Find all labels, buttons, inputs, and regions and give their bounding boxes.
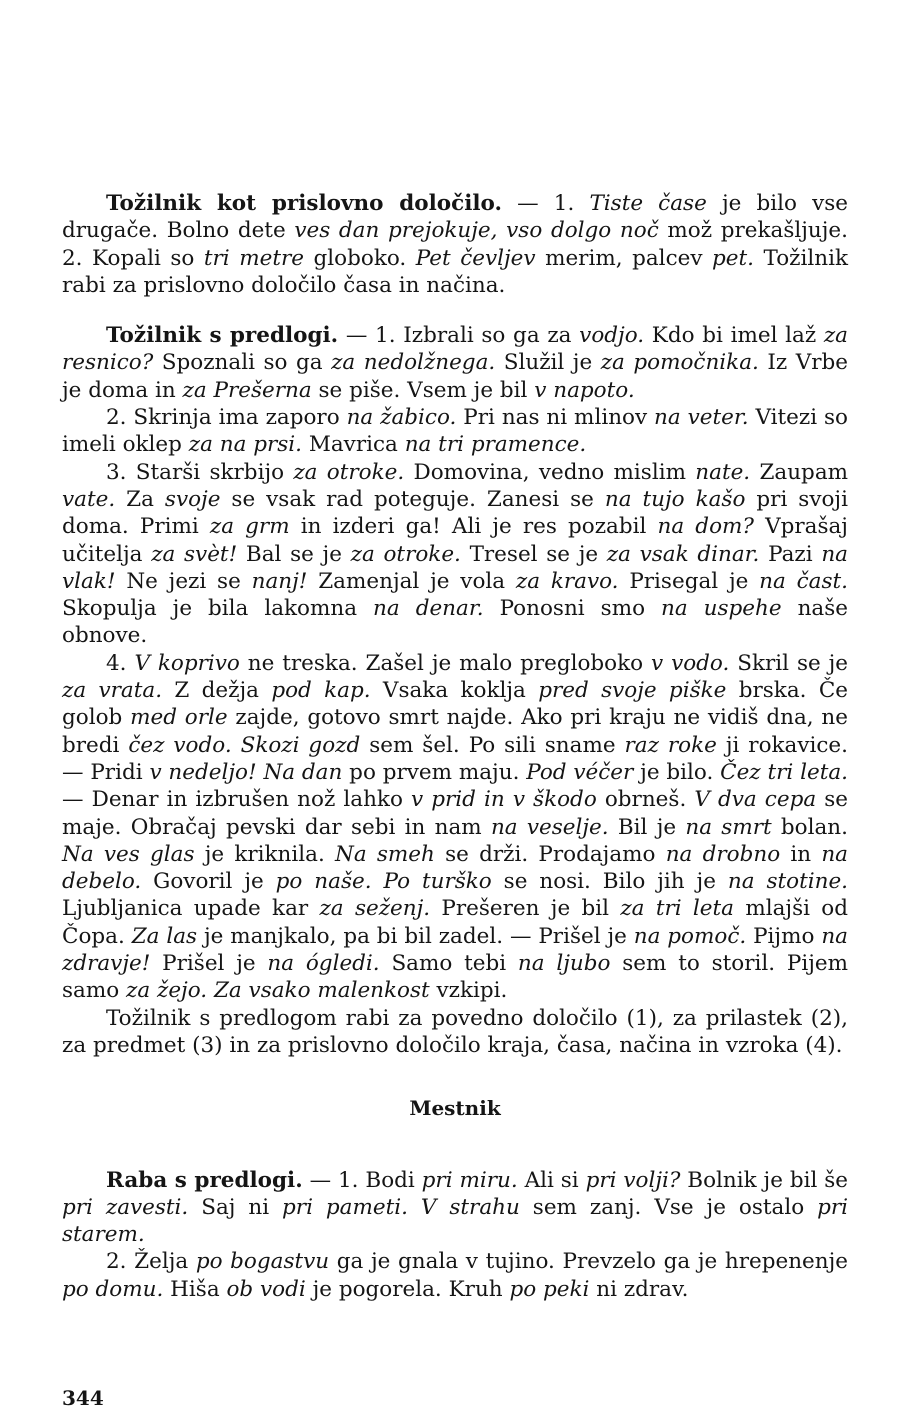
- run-italic: za otroke.: [293, 459, 405, 485]
- run-text: Z dežja: [162, 678, 272, 704]
- run-text: Domovina, vedno mislim: [404, 459, 696, 485]
- run-text: Ponosni smo: [483, 596, 662, 622]
- run-italic: na tri pramence.: [404, 432, 587, 458]
- run-italic: na ógledi.: [267, 951, 380, 977]
- run-text: ni zdrav.: [589, 1276, 689, 1302]
- tozilnik-predlogi-paragraph-3: [62, 459, 848, 650]
- run-text: se maje. Obračaj pevski dar sebi in nam: [62, 787, 849, 840]
- mestnik-predlogi-paragraph-2: [62, 1248, 848, 1303]
- run-text: Pazi: [759, 541, 822, 567]
- run-text: 2. Želja: [106, 1249, 196, 1275]
- run-text: mož prekašljuje. 2. Kopali so: [62, 218, 848, 271]
- run-text: se drži. Prodajamo: [434, 841, 666, 867]
- run-text: ga je gnala v tujino. Prevzelo ga je hrepenenje: [329, 1249, 849, 1275]
- run-italic: ves dan prejokuje, vso dolgo noč: [294, 218, 659, 244]
- run-text: Samo tebi: [379, 951, 518, 977]
- run-italic: na smrt: [685, 814, 772, 840]
- run-text: ne treska. Zašel je malo pregloboko: [239, 650, 652, 676]
- run-italic: na žabico.: [346, 405, 457, 431]
- run-text: sem to storil. Pijem samo: [62, 951, 848, 1004]
- run-italic: pri zavesti.: [62, 1194, 189, 1220]
- run-text: Pijmo: [746, 923, 822, 949]
- run-italic: na drobno: [665, 841, 781, 867]
- run-text: vzkipi.: [429, 978, 508, 1004]
- run-italic: pri pameti. V strahu: [282, 1194, 520, 1220]
- run-text: Spoznali so ga: [153, 350, 332, 376]
- run-text: Za: [115, 486, 165, 512]
- run-text: 4.: [106, 650, 135, 676]
- run-italic: vodjo.: [579, 323, 645, 349]
- run-text: Bolnik je bil še: [680, 1167, 848, 1193]
- run-italic: vate.: [62, 486, 116, 512]
- run-italic: tri metre: [203, 245, 304, 271]
- run-text: obrneš.: [596, 787, 695, 813]
- run-text: se piše. Vsem je bil: [311, 377, 535, 403]
- tozilnik-predlogi-paragraph-1: [62, 322, 848, 404]
- run-italic: raz roke: [624, 732, 717, 758]
- run-italic: ob vodi: [226, 1276, 306, 1302]
- run-text: bolan.: [771, 814, 848, 840]
- tozilnik-predlogi-paragraph-4: [62, 650, 848, 1005]
- run-text: je kriknila.: [194, 841, 336, 867]
- run-italic: na veter.: [654, 405, 749, 431]
- run-italic: pri starem.: [62, 1194, 849, 1248]
- run-italic: na pomoč.: [633, 923, 747, 949]
- run-italic: Na ves glas: [62, 841, 195, 867]
- run-italic: v napoto.: [534, 377, 635, 403]
- run-italic: za tri leta: [620, 896, 734, 922]
- tozilnik-prislovno-paragraph: [62, 190, 848, 299]
- run-italic: za svèt!: [151, 541, 238, 567]
- run-text: merim, palcev: [535, 245, 713, 271]
- run-italic: nate.: [695, 459, 751, 485]
- run-italic: Na smeh: [335, 841, 435, 867]
- run-italic: na stotine.: [727, 869, 849, 895]
- run-italic: za na prsi.: [188, 432, 303, 458]
- run-italic: pri miru.: [421, 1167, 518, 1193]
- run-italic: V koprivo: [134, 650, 240, 676]
- run-text: Služil je: [495, 350, 601, 376]
- run-italic: med orle: [130, 705, 228, 731]
- run-text: Skril se je: [729, 650, 848, 676]
- run-italic: za seženj.: [319, 896, 431, 922]
- run-text: po prvem maju.: [342, 759, 527, 785]
- run-text: naše obnove.: [62, 596, 849, 649]
- run-italic: za žejo. Za vsako malenkost: [126, 978, 430, 1004]
- run-italic: čez vodo. Skozi gozd: [128, 732, 361, 758]
- run-italic: svoje: [164, 486, 221, 512]
- run-italic: na čast.: [759, 568, 848, 594]
- run-italic: pod kap.: [271, 678, 371, 704]
- run-italic: Pod véčer: [526, 759, 634, 785]
- run-text: Ne jezi se: [115, 568, 252, 594]
- run-text: Bal se je: [237, 541, 351, 567]
- run-text: Tresel se je: [460, 541, 607, 567]
- run-italic: za grm: [209, 514, 290, 540]
- run-text: je bilo vse drugače. Bolno dete: [62, 191, 848, 244]
- run-italic: Za las: [131, 923, 198, 949]
- run-italic: na debelo.: [62, 841, 848, 895]
- run-italic: Čez tri leta.: [720, 759, 848, 785]
- run-text: Ljubljanica upade kar: [62, 896, 320, 922]
- run-italic: na uspehe: [661, 596, 782, 622]
- run-text: je pogorela. Kruh: [305, 1276, 510, 1302]
- run-text: Prešeren je bil: [430, 896, 621, 922]
- run-italic: na ljubo: [517, 951, 611, 977]
- run-italic: za resnico?: [62, 323, 849, 376]
- mestnik-section: [62, 1167, 848, 1303]
- run-italic: nanj!: [251, 568, 308, 594]
- run-text: sem šel. Po sili sname: [360, 732, 625, 758]
- run-text: 3. Starši skrbijo: [106, 459, 294, 485]
- run-text: Tožilnik s predlogom rabi za povedno določilo (1), za prilastek (2), za predmet (3) in za prislovno določilo kraja, časa, načina in vzroka (4).: [62, 1005, 848, 1058]
- run-italic: po naše. Po turško: [275, 869, 492, 895]
- run-italic: na denar.: [373, 596, 484, 622]
- run-text: 2. Skrinja ima zaporo: [106, 405, 347, 431]
- run-text: Vsaka koklja: [370, 678, 539, 704]
- run-text: Zaupam: [750, 459, 849, 485]
- run-text: in izderi ga! Ali je res pozabil: [289, 514, 658, 540]
- run-text: se vsak rad poteguje. Zanesi se: [220, 486, 605, 512]
- page-number: 344: [62, 1386, 104, 1410]
- run-text: — 1. Bodi: [302, 1167, 422, 1193]
- run-italic: za vrata.: [62, 678, 163, 704]
- run-bold: Tožilnik s predlogi.: [106, 323, 339, 349]
- run-bold: Raba s predlogi.: [106, 1167, 303, 1193]
- run-italic: v nedeljo! Na dan: [149, 759, 343, 785]
- run-text: Vitezi so imeli oklep: [62, 405, 848, 458]
- run-text: pri svoji doma. Primi: [62, 486, 848, 540]
- run-text: Govoril je: [141, 869, 276, 895]
- run-italic: po bogastvu: [195, 1249, 330, 1275]
- run-text: Ali si: [517, 1167, 586, 1193]
- run-italic: V dva cepa: [694, 787, 817, 813]
- run-text: Hiša: [163, 1276, 227, 1302]
- run-italic: pet.: [712, 245, 754, 271]
- run-italic: v prid in v škodo: [411, 787, 597, 813]
- run-italic: za Prešerna: [182, 377, 312, 403]
- run-text: Kdo bi imel laž: [644, 323, 824, 349]
- run-text: Prisegal je: [618, 568, 760, 594]
- run-text: Mavrica: [302, 432, 405, 458]
- run-italic: na dom?: [657, 514, 754, 540]
- run-italic: na vlak!: [62, 541, 848, 594]
- run-text: Saj ni: [188, 1194, 283, 1220]
- tozilnik-predlogi-summary: [62, 1005, 848, 1060]
- run-italic: po domu.: [62, 1276, 164, 1302]
- run-text: Iz Vrbe je doma in: [62, 350, 849, 403]
- run-text: je bilo.: [633, 759, 721, 785]
- run-italic: Pet čevljev: [415, 245, 536, 271]
- run-text: — 1.: [502, 191, 590, 216]
- run-text: je manjkalo, pa bi bil zadel. — Prišel je: [197, 923, 634, 949]
- run-text: zajde, gotovo smrt najde. Ako pri kraju ne vidiš dna, ne bredi: [62, 705, 849, 758]
- run-text: Skopulja je bila lakomna: [62, 596, 374, 622]
- run-italic: za nedolžnega.: [331, 350, 496, 376]
- run-text: ji rokavice. — Pridi: [62, 732, 848, 785]
- tozilnik-predlogi-paragraph-2: [62, 404, 848, 459]
- run-text: se nosi. Bilo jih je: [491, 869, 728, 895]
- run-text: in: [780, 841, 822, 867]
- run-italic: za vsak dinar.: [606, 541, 760, 567]
- run-text: — Denar in izbrušen nož lahko: [62, 787, 411, 813]
- run-italic: za kravo.: [515, 568, 619, 594]
- run-bold: Tožilnik kot prislovno določilo.: [106, 191, 503, 216]
- run-italic: pred svoje piške: [538, 678, 727, 704]
- run-text: Vprašaj učitelja: [62, 514, 848, 567]
- run-text: Pri nas ni mlinov: [456, 405, 655, 431]
- run-text: brska. Če golob: [62, 678, 848, 731]
- book-page: [62, 190, 848, 1303]
- run-text: Zamenjal je vola: [307, 568, 516, 594]
- run-italic: za otroke.: [350, 541, 461, 567]
- run-text: Prišel je: [150, 951, 268, 977]
- run-italic: Tiste čase: [589, 191, 707, 216]
- run-italic: za pomočnika.: [600, 350, 759, 376]
- run-italic: po peki: [509, 1276, 590, 1302]
- run-text: Bil je: [608, 814, 686, 840]
- mestnik-predlogi-paragraph-1: [62, 1167, 848, 1249]
- section-heading-mestnik: Mestnik: [409, 1096, 501, 1121]
- run-italic: na veselje.: [490, 814, 609, 840]
- run-text: mlajši od Čopa.: [62, 896, 848, 949]
- run-italic: na zdravje!: [62, 923, 848, 977]
- run-text: Tožilnik rabi za prislovno določilo časa in načina.: [62, 245, 848, 298]
- run-text: sem zanj. Vse je ostalo: [519, 1194, 818, 1220]
- run-text: globoko.: [303, 245, 416, 271]
- run-italic: v vodo.: [651, 650, 730, 676]
- run-text: — 1. Izbrali so ga za: [338, 323, 580, 349]
- run-italic: pri volji?: [585, 1167, 681, 1193]
- run-italic: na tujo kašo: [604, 486, 746, 512]
- tozilnik-section: [62, 190, 848, 1059]
